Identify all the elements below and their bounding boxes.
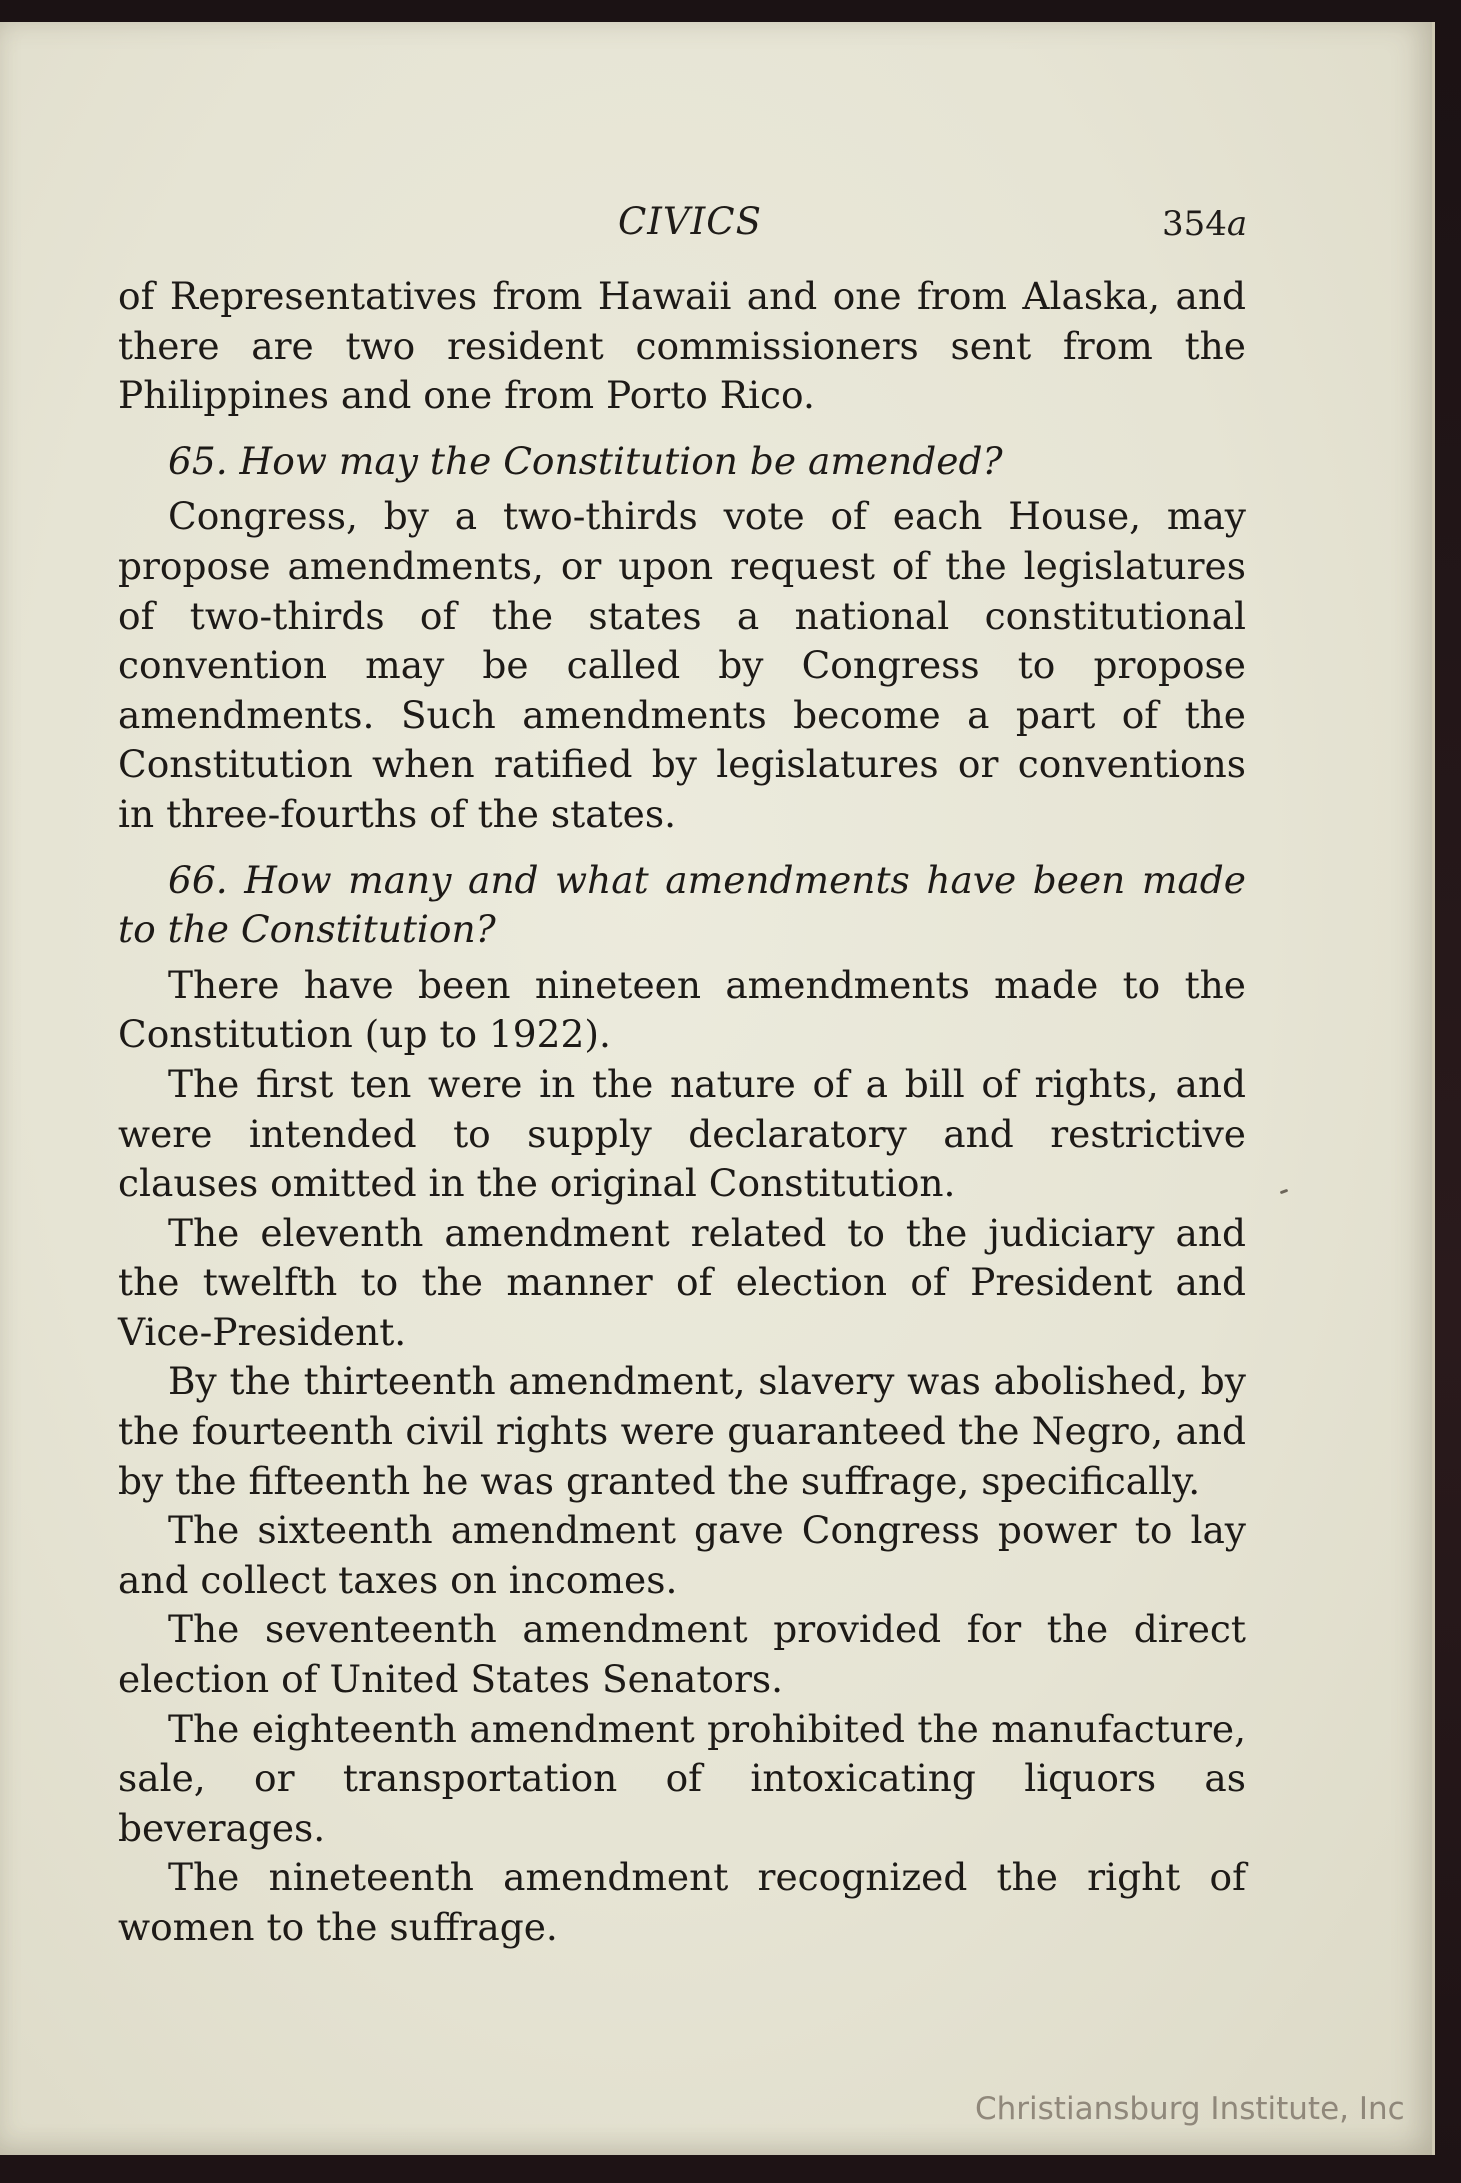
watermark: Christiansburg Institute, Inc <box>975 2091 1405 2127</box>
book-page <box>0 22 1435 2155</box>
answer-66-p7: The eighteenth amendment prohibited the manufacture, sale, or transportation of intoxicating liquors as beverages. <box>118 1706 1246 1850</box>
page-number <box>1162 204 1247 244</box>
answer-66-p1: There have been nineteen amendments made to the Constitution (up to 1922). <box>118 962 1246 1057</box>
answer-66-p8: The nineteenth amendment recognized the right of women to the suffrage. <box>118 1855 1246 1949</box>
page-number-digits: 354 <box>1162 204 1227 244</box>
answer-65: Congress, by a two-thirds vote of each House, may propose amendments, or upon request of the legislatures of two-thirds of the states a national constitutional convention may be called by Congress to propose amendments. Such amendments become a part of the Constitution when ratified by legislatures or conventions in three-fourths of the states. <box>118 494 1246 836</box>
paper-speck <box>1280 1189 1289 1195</box>
answer-66-p4: By the thirteenth amendment, slavery was abolished, by the fourteenth civil rights were guaranteed the Negro, and by the fifteenth he was granted the suffrage, specifically. <box>118 1359 1246 1503</box>
page-number-suffix: a <box>1226 204 1248 244</box>
answer-66-p3: The eleventh amendment related to the judiciary and the twelfth to the manner of election of President and Vice-President. <box>118 1210 1246 1354</box>
answer-66-p5: The sixteenth amendment gave Congress power to lay and collect taxes on incomes. <box>118 1508 1246 1602</box>
running-head <box>0 180 1432 244</box>
question-66: 66. How many and what amendments have been made to the Constitution? <box>118 857 1246 952</box>
answer-66-p2: The first ten were in the nature of a bill of rights, and were intended to supply declaratory and restrictive clauses omitted in the original Constitution. <box>118 1061 1246 1206</box>
paragraph-intro: of Representatives from Hawaii and one from Alaska, and there are two resident commissioners sent from the Philippines and one from Porto Rico. <box>118 274 1246 418</box>
question-65: 65. How may the Constitution be amended? <box>168 438 1003 483</box>
running-title: CIVICS <box>618 200 762 243</box>
body-text <box>118 272 1246 1953</box>
answer-66-p6: The seventeenth amendment provided for the direct election of United States Senators. <box>118 1607 1246 1702</box>
